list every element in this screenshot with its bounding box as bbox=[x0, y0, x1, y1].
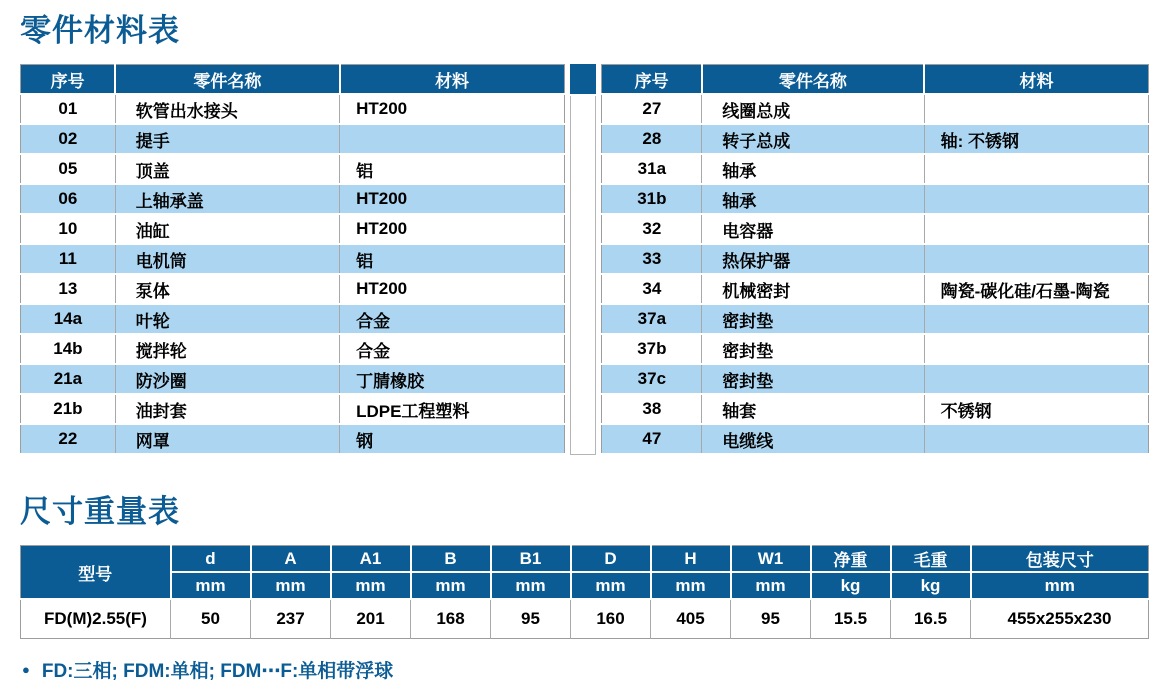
column-header-dd: D bbox=[571, 546, 651, 573]
unit-cell: mm bbox=[171, 572, 251, 599]
material-cell: 铝 bbox=[340, 244, 564, 274]
table-row bbox=[602, 94, 1149, 124]
serial-cell: 01 bbox=[21, 94, 116, 124]
table-row bbox=[21, 599, 1149, 639]
part-name-cell: 叶轮 bbox=[115, 304, 339, 334]
column-header-part-name: 零件名称 bbox=[702, 65, 924, 95]
value-cell: 95 bbox=[731, 599, 811, 639]
material-cell bbox=[924, 364, 1148, 394]
column-header-material: 材料 bbox=[924, 65, 1148, 95]
unit-cell: mm bbox=[411, 572, 491, 599]
serial-cell: 34 bbox=[602, 274, 702, 304]
unit-cell: mm bbox=[571, 572, 651, 599]
part-name-cell: 密封垫 bbox=[702, 304, 924, 334]
unit-cell: mm bbox=[731, 572, 811, 599]
parts-table-left bbox=[20, 64, 565, 455]
serial-cell: 38 bbox=[602, 394, 702, 424]
table-row bbox=[21, 424, 565, 454]
part-name-cell: 网罩 bbox=[115, 424, 339, 454]
material-cell: 不锈钢 bbox=[924, 394, 1148, 424]
table-row bbox=[602, 304, 1149, 334]
material-cell: 铝 bbox=[340, 154, 564, 184]
column-header-material: 材料 bbox=[340, 65, 564, 95]
part-name-cell: 线圈总成 bbox=[702, 94, 924, 124]
unit-cell: kg bbox=[811, 572, 891, 599]
column-header-serial: 序号 bbox=[21, 65, 116, 95]
material-cell bbox=[924, 304, 1148, 334]
part-name-cell: 轴套 bbox=[702, 394, 924, 424]
value-cell: 15.5 bbox=[811, 599, 891, 639]
serial-cell: 11 bbox=[21, 244, 116, 274]
value-cell: 95 bbox=[491, 599, 571, 639]
table-gap-column bbox=[570, 64, 597, 455]
serial-cell: 02 bbox=[21, 124, 116, 154]
material-cell bbox=[924, 424, 1148, 454]
units-row bbox=[21, 572, 1149, 599]
serial-cell: 37a bbox=[602, 304, 702, 334]
unit-cell: mm bbox=[651, 572, 731, 599]
table-row bbox=[21, 394, 565, 424]
material-cell: 轴: 不锈钢 bbox=[924, 124, 1148, 154]
column-header-h: H bbox=[651, 546, 731, 573]
part-name-cell: 上轴承盖 bbox=[115, 184, 339, 214]
parts-table-right bbox=[601, 64, 1149, 455]
serial-cell: 21a bbox=[21, 364, 116, 394]
serial-cell: 21b bbox=[21, 394, 116, 424]
gap-column-header bbox=[570, 64, 597, 94]
table-row bbox=[21, 244, 565, 274]
material-cell: HT200 bbox=[340, 274, 564, 304]
part-name-cell: 搅拌轮 bbox=[115, 334, 339, 364]
part-name-cell: 软管出水接头 bbox=[115, 94, 339, 124]
table-row bbox=[21, 214, 565, 244]
table-row bbox=[21, 304, 565, 334]
column-header-gross-weight: 毛重 bbox=[891, 546, 971, 573]
material-cell bbox=[924, 154, 1148, 184]
material-cell bbox=[924, 94, 1148, 124]
serial-cell: 14b bbox=[21, 334, 116, 364]
material-cell: 丁腈橡胶 bbox=[340, 364, 564, 394]
column-header-d: d bbox=[171, 546, 251, 573]
size-table-title: 尺寸重量表 bbox=[20, 494, 180, 530]
part-name-cell: 防沙圈 bbox=[115, 364, 339, 394]
serial-cell: 32 bbox=[602, 214, 702, 244]
serial-cell: 14a bbox=[21, 304, 116, 334]
value-cell: 160 bbox=[571, 599, 651, 639]
table-row bbox=[602, 184, 1149, 214]
table-row bbox=[21, 124, 565, 154]
part-name-cell: 电机筒 bbox=[115, 244, 339, 274]
unit-cell: mm bbox=[971, 572, 1149, 599]
material-cell bbox=[924, 184, 1148, 214]
model-cell: FD(M)2.55(F) bbox=[21, 599, 171, 639]
serial-cell: 47 bbox=[602, 424, 702, 454]
value-cell: 405 bbox=[651, 599, 731, 639]
part-name-cell: 顶盖 bbox=[115, 154, 339, 184]
table-row bbox=[602, 274, 1149, 304]
table-row bbox=[602, 364, 1149, 394]
value-cell: 50 bbox=[171, 599, 251, 639]
part-name-cell: 热保护器 bbox=[702, 244, 924, 274]
material-cell bbox=[924, 214, 1148, 244]
column-header-w1: W1 bbox=[731, 546, 811, 573]
serial-cell: 27 bbox=[602, 94, 702, 124]
material-cell: 陶瓷-碳化硅/石墨-陶瓷 bbox=[924, 274, 1148, 304]
serial-cell: 13 bbox=[21, 274, 116, 304]
material-cell: HT200 bbox=[340, 184, 564, 214]
material-cell: HT200 bbox=[340, 214, 564, 244]
value-cell: 168 bbox=[411, 599, 491, 639]
column-header-model: 型号 bbox=[21, 546, 171, 600]
part-name-cell: 机械密封 bbox=[702, 274, 924, 304]
column-header-part-name: 零件名称 bbox=[115, 65, 339, 95]
column-header-b1: B1 bbox=[491, 546, 571, 573]
table-row bbox=[21, 334, 565, 364]
gap-column-body bbox=[570, 96, 597, 455]
part-name-cell: 泵体 bbox=[115, 274, 339, 304]
part-name-cell: 转子总成 bbox=[702, 124, 924, 154]
unit-cell: kg bbox=[891, 572, 971, 599]
serial-cell: 06 bbox=[21, 184, 116, 214]
value-cell: 237 bbox=[251, 599, 331, 639]
value-cell: 16.5 bbox=[891, 599, 971, 639]
material-cell: LDPE工程塑料 bbox=[340, 394, 564, 424]
table-row bbox=[21, 364, 565, 394]
table-row bbox=[602, 334, 1149, 364]
table-row bbox=[602, 214, 1149, 244]
serial-cell: 31a bbox=[602, 154, 702, 184]
serial-cell: 31b bbox=[602, 184, 702, 214]
table-row bbox=[602, 154, 1149, 184]
material-cell: 合金 bbox=[340, 334, 564, 364]
unit-cell: mm bbox=[491, 572, 571, 599]
table-row bbox=[602, 394, 1149, 424]
table-row bbox=[21, 154, 565, 184]
part-name-cell: 轴承 bbox=[702, 154, 924, 184]
material-cell: HT200 bbox=[340, 94, 564, 124]
header-row bbox=[21, 65, 565, 95]
value-cell: 455x255x230 bbox=[971, 599, 1149, 639]
serial-cell: 05 bbox=[21, 154, 116, 184]
material-cell bbox=[924, 334, 1148, 364]
size-weight-table bbox=[20, 545, 1149, 639]
material-cell: 钢 bbox=[340, 424, 564, 454]
part-name-cell: 提手 bbox=[115, 124, 339, 154]
parts-table-title: 零件材料表 bbox=[20, 13, 180, 48]
serial-cell: 33 bbox=[602, 244, 702, 274]
part-name-cell: 油封套 bbox=[115, 394, 339, 424]
column-header-a1: A1 bbox=[331, 546, 411, 573]
serial-cell: 28 bbox=[602, 124, 702, 154]
parts-tables-container bbox=[20, 64, 1149, 455]
part-name-cell: 油缸 bbox=[115, 214, 339, 244]
part-name-cell: 密封垫 bbox=[702, 364, 924, 394]
header-row bbox=[602, 65, 1149, 95]
model-legend-note bbox=[20, 656, 1149, 683]
unit-cell: mm bbox=[251, 572, 331, 599]
serial-cell: 37b bbox=[602, 334, 702, 364]
value-cell: 201 bbox=[331, 599, 411, 639]
table-row bbox=[21, 94, 565, 124]
model-legend-text: FD:三相; FDM:单相; FDM⋯F:单相带浮球 bbox=[41, 661, 394, 683]
serial-cell: 22 bbox=[21, 424, 116, 454]
table-row bbox=[602, 424, 1149, 454]
part-name-cell: 电缆线 bbox=[702, 424, 924, 454]
table-row bbox=[602, 124, 1149, 154]
column-header-a: A bbox=[251, 546, 331, 573]
material-cell bbox=[924, 244, 1148, 274]
column-header-package-size: 包装尺寸 bbox=[971, 546, 1149, 573]
part-name-cell: 密封垫 bbox=[702, 334, 924, 364]
material-cell bbox=[340, 124, 564, 154]
serial-cell: 10 bbox=[21, 214, 116, 244]
table-row bbox=[21, 274, 565, 304]
table-row bbox=[602, 244, 1149, 274]
column-header-b: B bbox=[411, 546, 491, 573]
unit-cell: mm bbox=[331, 572, 411, 599]
part-name-cell: 电容器 bbox=[702, 214, 924, 244]
material-cell: 合金 bbox=[340, 304, 564, 334]
bullet-icon: ● bbox=[22, 662, 30, 678]
table-row bbox=[21, 184, 565, 214]
header-row bbox=[21, 546, 1149, 573]
column-header-serial: 序号 bbox=[602, 65, 702, 95]
serial-cell: 37c bbox=[602, 364, 702, 394]
column-header-net-weight: 净重 bbox=[811, 546, 891, 573]
part-name-cell: 轴承 bbox=[702, 184, 924, 214]
